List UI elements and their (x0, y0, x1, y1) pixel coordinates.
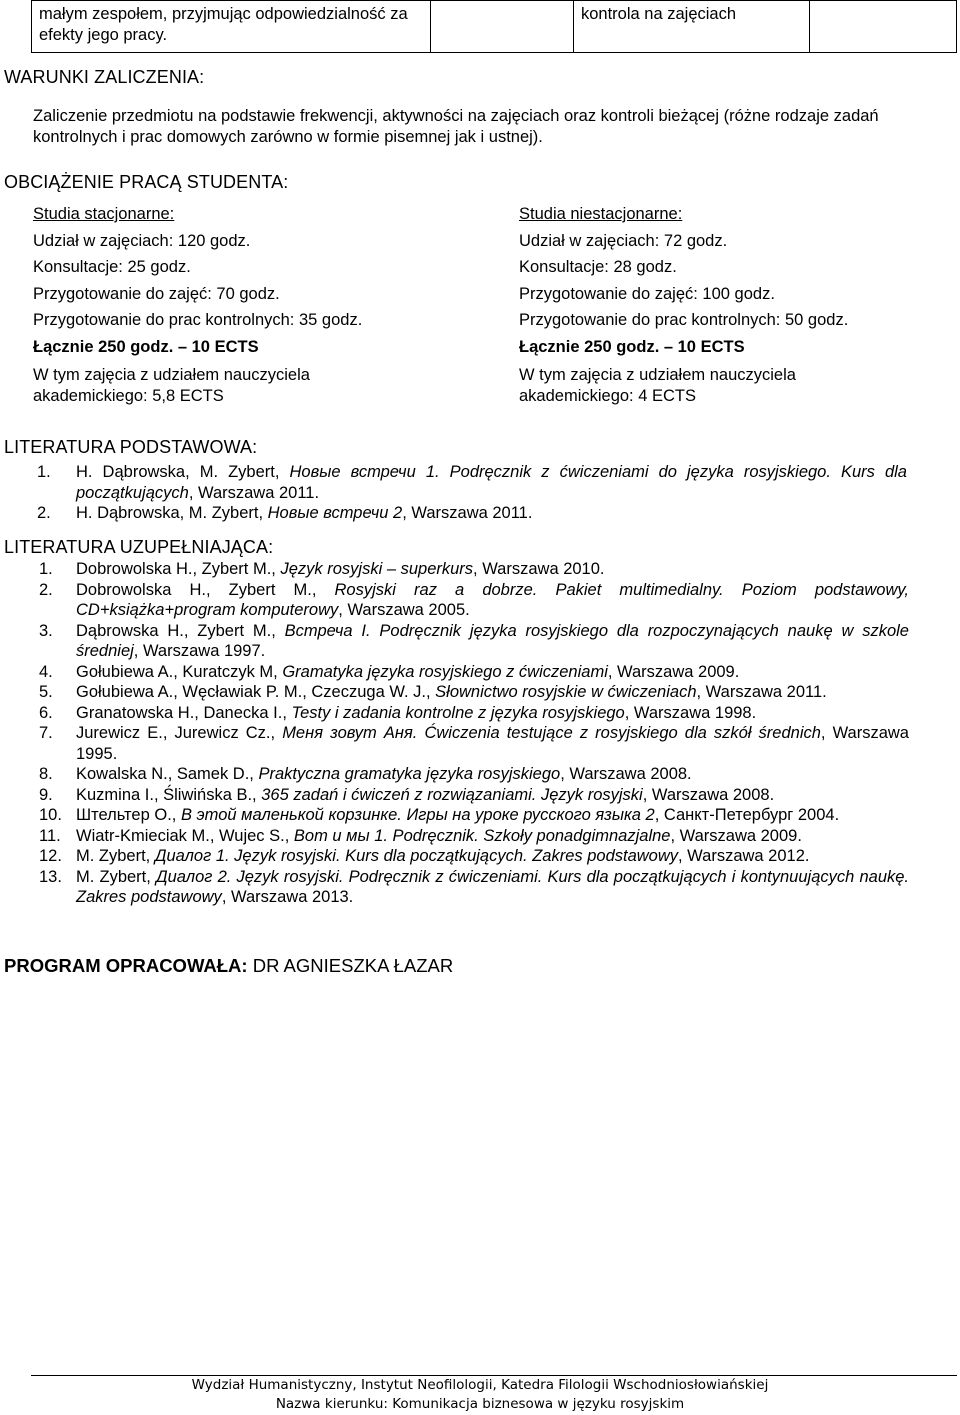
list-item: 12. M. Zybert, Диалог 1. Język rosyjski. Kurs dla początkujących. Zakres podstawowy, Warszawa 2012. (39, 847, 810, 865)
list-item: 9. Kuzmina I., Śliwińska B., 365 zadań i ćwiczeń z rozwiązaniami. Język rosyjski, Warszawa 2008. (39, 785, 775, 804)
list-item: 4. Gołubiewa A., Kuratczyk M, Gramatyka języka rosyjskiego z ćwiczeniami, Warszawa 2009. (39, 662, 740, 681)
part-time-total: Łącznie 250 godz. – 10 ECTS (519, 337, 745, 356)
list-item: 6. Granatowska H., Danecka I., Testy i zadania kontrolne z języka rosyjskiego, Warszawa 1998. (39, 703, 757, 722)
table-cell-empty (810, 1, 957, 53)
part-time-tests-prep: Przygotowanie do prac kontrolnych: 50 godz. (519, 311, 849, 330)
list-item: 1. H. Dąbrowska, M. Zybert, Новые встречи 1. Podręcznik z ćwiczeniami do języka rosyjskiego. Kurs dla początkujących, Warszawa 2011. (37, 463, 907, 502)
list-item: 10. Штельтер О., В этой маленькой корзинке. Игры на уроке русского языка 2, Санкт-Петербург 2004. (39, 806, 840, 824)
list-item: 5. Gołubiewa A., Węcławiak P. M., Czeczuga W. J., Słownictwo rosyjskie w ćwiczeniach, Warszawa 2011. (39, 683, 827, 701)
list-item: 13. M. Zybert, Диалог 2. Język rosyjski. Podręcznik z ćwiczeniami. Kurs dla początkujących i kontynuujących naukę. Zakres podstawowy, Warszawa 2013. (39, 867, 910, 906)
conditions-text: Zaliczenie przedmiotu na podstawie frekwencji, aktywności na zajęciach oraz kontroli bieżącej (różne rodzaje zadań kontrolnych i prac domowych zarówno w formie pisemnej jak i ustnej). (33, 107, 879, 146)
workload-part-time (519, 201, 939, 407)
part-time-preparation: Przygotowanie do zajęć: 100 godz. (519, 284, 775, 303)
list-item: 1. Dobrowolska H., Zybert M., Język rosyjski – superkurs, Warszawa 2010. (39, 560, 605, 578)
full-time-consultations: Konsultacje: 25 godz. (33, 258, 191, 277)
supplementary-literature-list (35, 559, 909, 908)
list-item: 11. Wiatr-Kmieciak M., Wujec S., Вот и мы 1. Podręcznik. Szkoły ponadgimnazjalne, Warszawa 2009. (39, 826, 802, 845)
basic-literature-list (35, 462, 907, 524)
author-name: DR AGNIESZKA ŁAZAR (247, 955, 454, 976)
list-item: 2. H. Dąbrowska, M. Zybert, Новые встречи 2, Warszawa 2011. (37, 504, 533, 522)
full-time-preparation: Przygotowanie do zajęć: 70 godz. (33, 284, 280, 303)
full-time-title: Studia stacjonarne: (33, 205, 175, 223)
full-time-tests-prep: Przygotowanie do prac kontrolnych: 35 godz. (33, 311, 363, 330)
footer-department: Wydział Humanistyczny, Instytut Neofilologii, Katedra Filologii Wschodniosłowiańskiej (191, 1377, 769, 1393)
basic-literature-heading: LITERATURA PODSTAWOWA: (4, 437, 258, 457)
part-time-title: Studia niestacjonarne: (519, 205, 683, 223)
full-time-classes: Udział w zajęciach: 120 godz. (33, 231, 251, 250)
table-cell-method (574, 1, 810, 53)
part-time-consultations: Konsultacje: 28 godz. (519, 258, 677, 277)
list-item: 2. Dobrowolska H., Zybert M., Rosyjski raz a dobrze. Pakiet multimedialny. Poziom podstawowy, CD+książka+program komputerowy, Warszawa 2005. (39, 580, 909, 619)
supplementary-literature-heading: LITERATURA UZUPEŁNIAJĄCA: (4, 537, 274, 557)
program-author (4, 955, 453, 977)
list-item: 3. Dąbrowska H., Zybert M., Встреча I. Podręcznik języka rosyjskiego dla rozpoczynających naukę w szkole średniej, Warszawa 1997. (39, 621, 909, 660)
part-time-classes: Udział w zajęciach: 72 godz. (519, 231, 728, 250)
method-text: kontrola na zajęciach (581, 5, 737, 23)
conditions-heading: WARUNKI ZALICZENIA: (4, 67, 205, 87)
full-time-total: Łącznie 250 godz. – 10 ECTS (33, 337, 259, 356)
full-time-teacher-ects: W tym zajęcia z udziałem nauczyciela akademickiego: 5,8 ECTS (33, 365, 310, 405)
table-cell-competence (32, 1, 431, 53)
list-item: 7. Jurewicz E., Jurewicz Cz., Меня зовут Аня. Ćwiczenia testujące z rosyjskiego dla szkół średnich, Warszawa 1995. (39, 724, 909, 763)
author-label: PROGRAM OPRACOWAŁA: (4, 955, 248, 976)
part-time-teacher-ects: W tym zajęcia z udziałem nauczyciela akademickiego: 4 ECTS (519, 365, 796, 405)
workload-full-time (33, 201, 503, 407)
list-item: 8. Kowalska N., Samek D., Praktyczna gramatyka języka rosyjskiego, Warszawa 2008. (39, 765, 692, 783)
workload-heading: OBCIĄŻENIE PRACĄ STUDENTA: (4, 172, 289, 192)
table-cell-empty (431, 1, 574, 53)
course-table-fragment (31, 0, 957, 53)
competence-text: małym zespołem, przyjmując odpowiedzialność za efekty jego pracy. (39, 5, 408, 44)
footer-field-of-study: Nazwa kierunku: Komunikacja biznesowa w języku rosyjskim (275, 1396, 685, 1412)
